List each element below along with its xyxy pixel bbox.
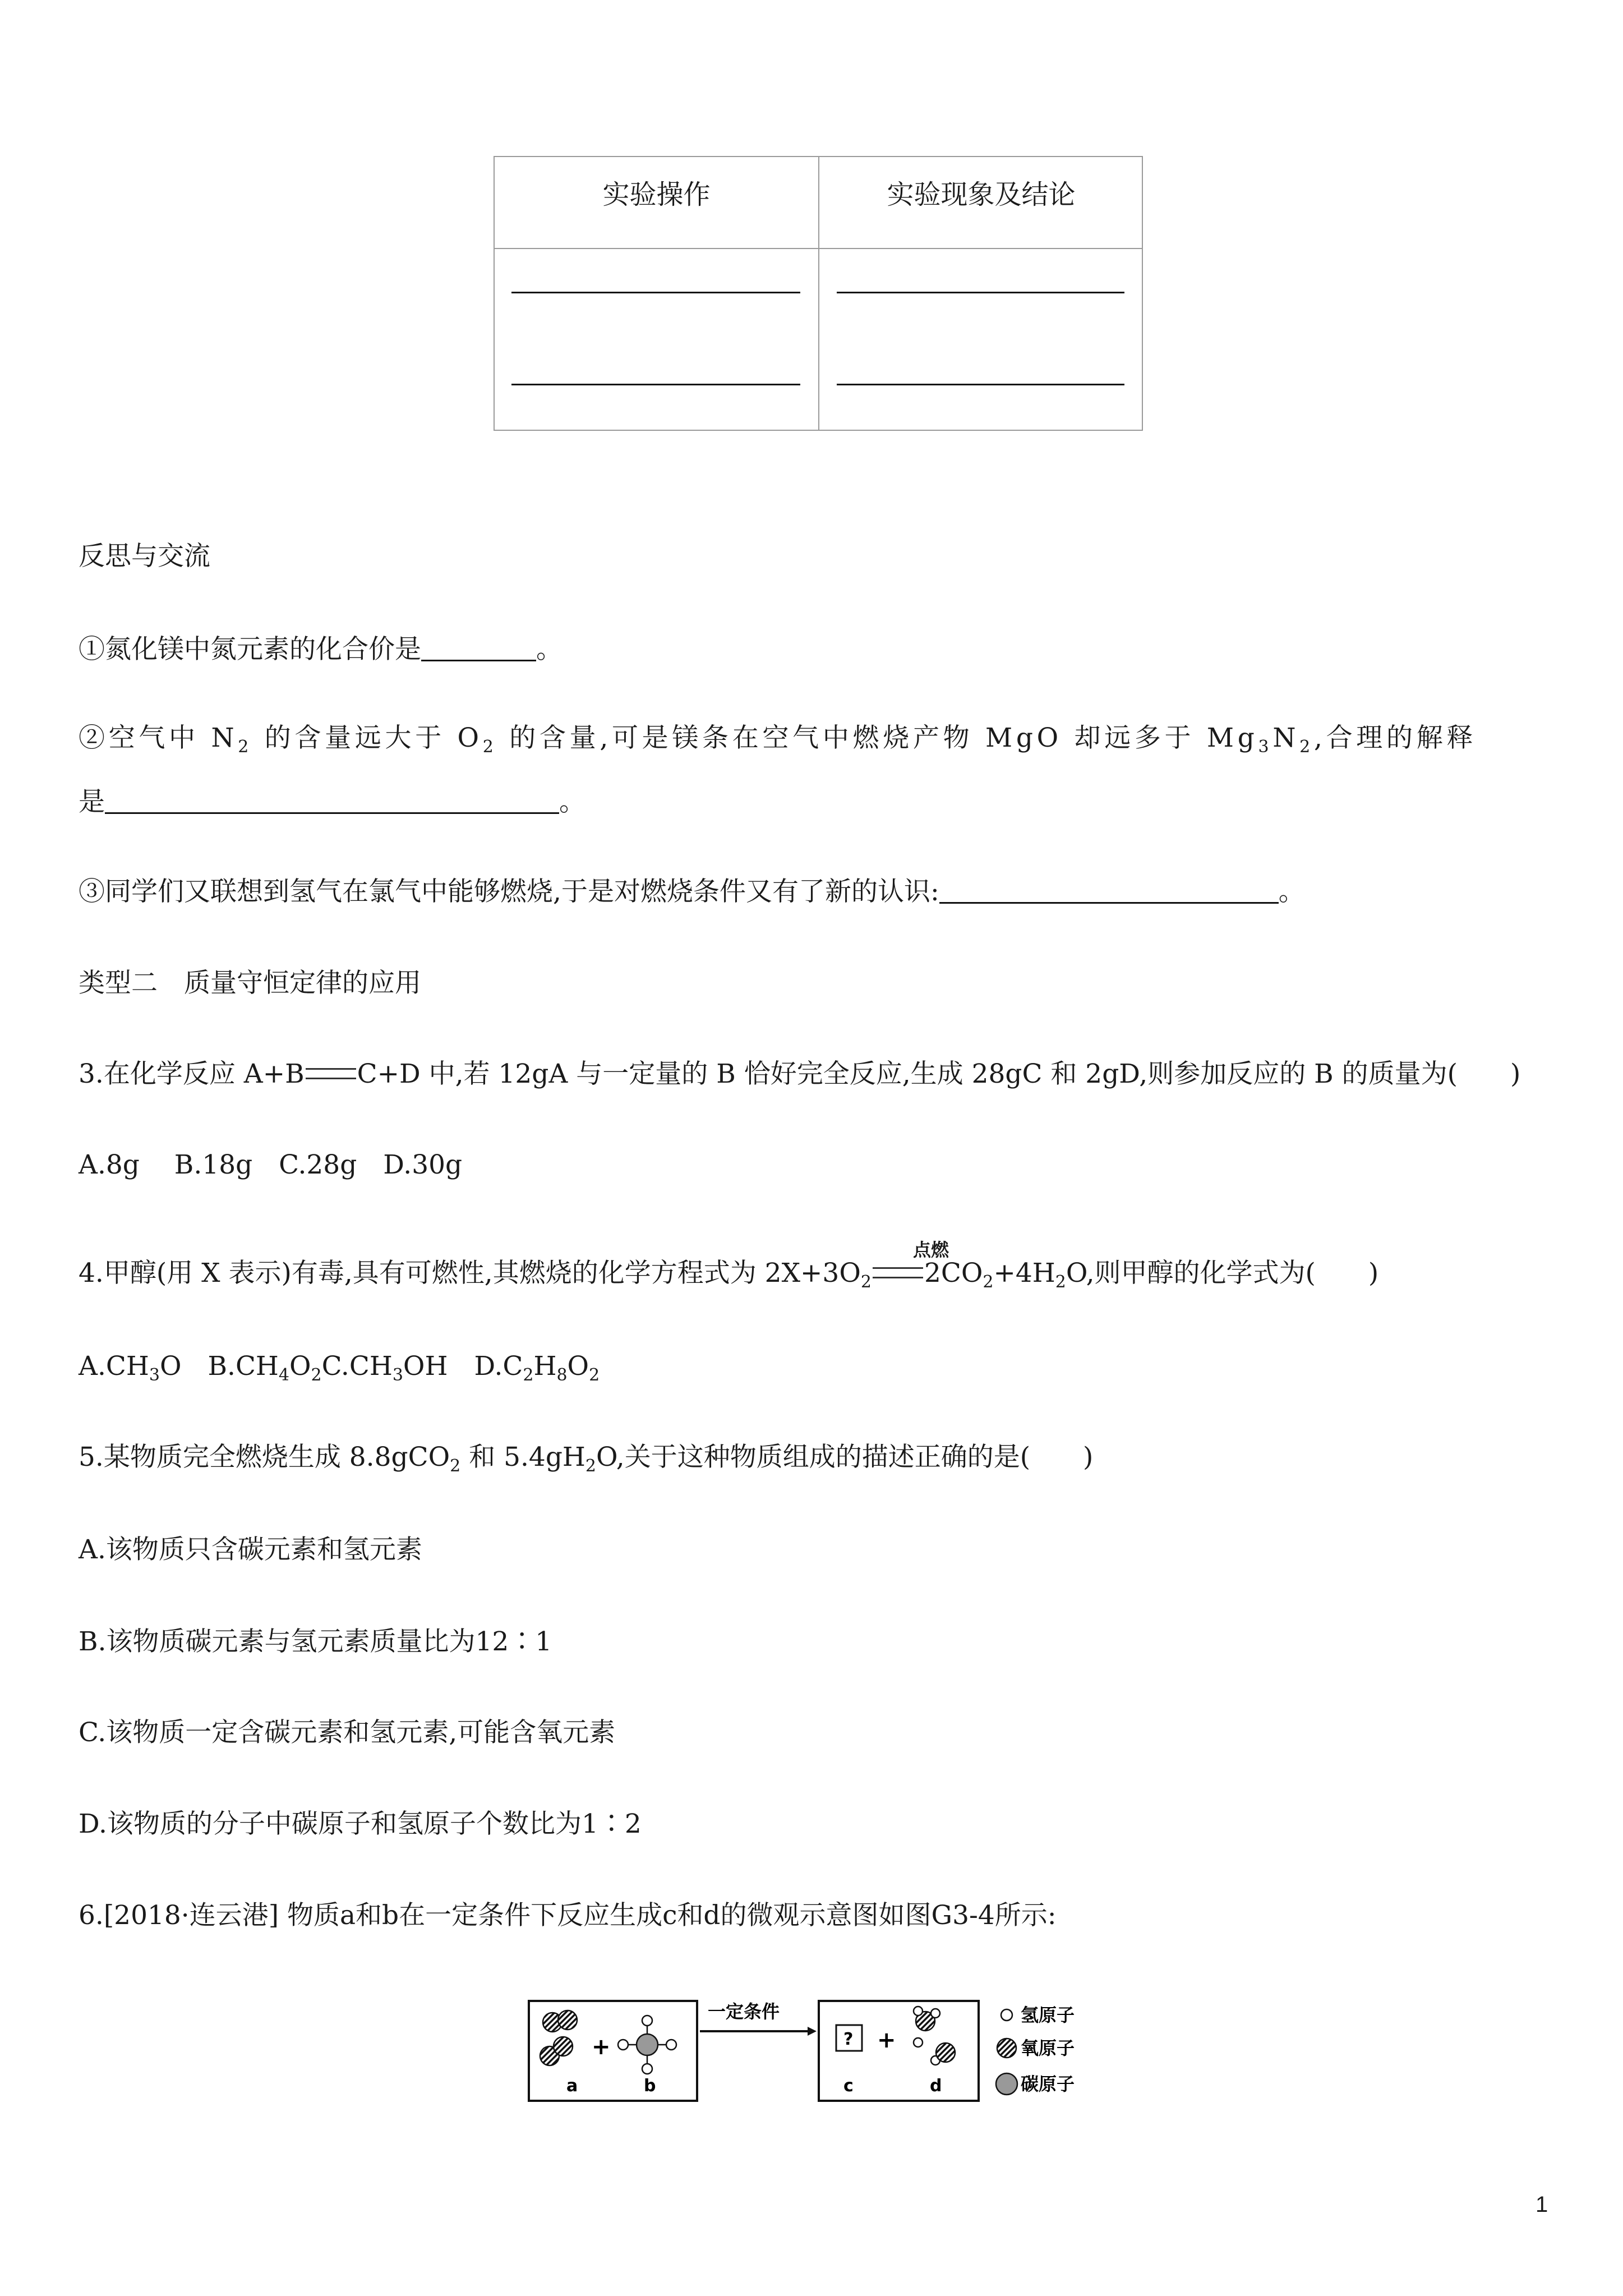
answer-blank[interactable] [421,635,536,661]
carbon-atom-icon [996,2073,1017,2095]
reaction-micro-diagram [527,1989,1113,2106]
question-reflection-3: ③同学们又联想到氢气在氯气中能够燃烧,于是对燃烧条件又有了新的认识: 。 [79,876,1305,907]
legend-hydrogen: 氢原子 [1021,2004,1075,2026]
question-4: 4.甲醇(用 X 表示)有毒,具有可燃性,其燃烧的化学方程式为 $2X+3O_2$ $2CO_2+4H_2O$,则甲醇的化学式为( ) [79,1258,1379,1292]
experiment-table [494,156,1143,431]
label-b: b [644,2076,656,2096]
question-5-option-b: B.该物质碳元素与氢元素质量比为12∶1 [79,1626,552,1657]
question-3-options: A.8g B.18g C.28g D.30g [79,1149,463,1180]
table-row-divider [495,248,1142,249]
answer-blank[interactable] [511,384,800,385]
table-header-operation: 实验操作 [602,179,711,210]
answer-blank[interactable] [105,788,559,814]
page-number: 1 [1536,2192,1548,2217]
question-4-options: $A.CH_3O$ $B.CH_4O_2C.CH_3OH$ $D.C_2H_8O_2$ [79,1351,600,1385]
question-5-option-c: C.该物质一定含碳元素和氢元素,可能含氧元素 [79,1717,616,1748]
question-reflection-2-cont: 是 。 [79,786,585,817]
legend-oxygen: 氧原子 [1021,2037,1075,2059]
unknown-mark: ? [843,2030,854,2049]
question-reflection-1: ①氮化镁中氮元素的化合价是 。 [79,634,562,665]
question-6: 6.[2018·连云港] 物质a和b在一定条件下反应生成c和d的微观示意图如图G3-4所示: [79,1900,1057,1931]
question-5-option-d: D.该物质的分子中碳原子和氢原子个数比为1∶2 [79,1809,642,1839]
label-c: c [843,2076,854,2096]
diagram-legend [996,2004,1075,2095]
answer-blank[interactable] [511,292,800,293]
answer-blank[interactable] [939,877,1279,904]
label-a: a [566,2076,578,2096]
hydrogen-atom-icon [1001,2009,1012,2021]
arrow-head [808,2027,817,2036]
oxygen-atom-icon [997,2039,1016,2058]
question-5: 5.某物质完全燃烧生成 8.8gCO$_2$ 和 $5.4gH_2O$,关于这种物质组成的描述正确的是( ) [79,1442,1094,1476]
section-heading-reflection: 反思与交流 [79,541,210,572]
question-reflection-2: ②空气中 $N_2$ 的含量远大于 $O_2$ 的含量,可是镁条在空气中燃烧产物 MgO 却远多于 $Mg_3N_2$,合理的解释 [79,723,1477,757]
plus-sign: + [877,2027,896,2053]
answer-blank[interactable] [837,292,1124,293]
answer-blank[interactable] [837,384,1124,385]
question-5-option-a: A.该物质只含碳元素和氢元素 [79,1534,422,1565]
section-heading-mass-conservation: 类型二 质量守恒定律的应用 [79,968,421,999]
label-d: d [930,2076,942,2096]
legend-carbon: 碳原子 [1021,2073,1075,2095]
arrow-label: 一定条件 [708,2001,780,2022]
question-3: 3.在化学反应 A+B C+D 中,若 12gA 与一定量的 B 恰好完全反应,生成 28gC 和 2gD,则参加反应的 B 的质量为( ) [79,1059,1521,1089]
plus-sign: + [592,2034,611,2060]
table-header-phenomenon: 实验现象及结论 [887,179,1076,210]
reaction-condition-label: 点燃 [913,1239,949,1260]
